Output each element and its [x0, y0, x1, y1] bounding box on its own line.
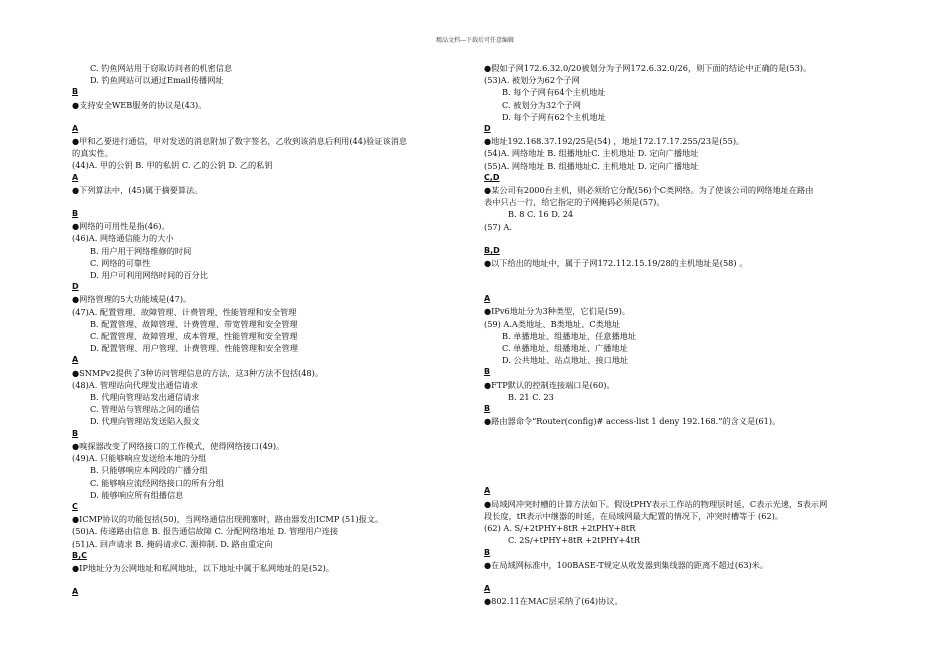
option-text: B. 配置管理、故障管理、计费管理、带宽管理和安全管理 [90, 318, 298, 329]
answer-key: D [72, 282, 79, 292]
answer-key: A [72, 355, 79, 365]
question-text: ●SNMPv2提供了3种访问管理信息的方法，这3种方法不包括(48)。 [72, 367, 323, 378]
answer-key: B,C [72, 550, 88, 560]
option-text: B. 每个子网有64个主机地址 [502, 87, 606, 98]
question-text: ●路由器命令“Router(config)# access-list 1 deny 192.168.”的含义是(61)。 [484, 416, 781, 427]
question-text: ●IPv6地址分为3种类型，它们是(59)。 [484, 306, 630, 317]
option-text: D. 用户可利用网络时间的百分比 [90, 270, 208, 281]
question-text: 段长度，tR表示中继器的时延，在局域网最大配置的情况下，冲突时槽等于 (62)。 [484, 510, 784, 521]
option-text: (51)A. 回声请求 B. 掩码请求C. 源抑制. D. 路由重定向 [72, 538, 273, 549]
answer-key: B,D [484, 245, 500, 255]
answer-key: C [72, 501, 78, 511]
question-text: ●802.11在MAC层采纳了(64)协议。 [484, 596, 623, 607]
option-text: B. 只能够响应本网段的广播分组 [90, 465, 208, 476]
option-text: (62) A. S/+2tPHY+8tR +2tPHY+8tR [484, 523, 636, 534]
answer-key: B [72, 209, 79, 219]
question-text: ●支持安全WEB服务的协议是(43)。 [72, 99, 207, 110]
option-text: B. 单播地址、组播地址、任意播地址 [502, 330, 637, 341]
question-text: ●地址192.168.37.192/25是(54) ，地址172.17.17.255/23是(55)。 [484, 136, 745, 147]
option-text: (49)A. 只能够响应发送给本地的分组 [72, 453, 207, 464]
answer-key: B [72, 428, 79, 438]
option-text: C. 单播地址、组播地址、广播地址 [502, 343, 628, 354]
answer-key: A [72, 172, 79, 182]
answer-key: A [484, 583, 491, 593]
answer-key: B [484, 367, 491, 377]
answer-key: D [484, 124, 491, 134]
question-text: ●假如子网172.6.32.0/20被划分为子网172.6.32.0/26，则下面的结论中正确的是(53)。 [484, 63, 812, 73]
answer-key: B [484, 404, 491, 414]
option-text: C. 配置管理、故障管理、成本管理、性能管理和安全管理 [90, 331, 298, 342]
question-text: ●FTP默认的控制连接端口是(60)。 [484, 379, 615, 390]
option-text: B. 21 C. 23 [508, 391, 554, 402]
option-text: D. 公共地址、站点地址、接口地址 [502, 355, 629, 366]
question-text: ●甲和乙要进行通信，甲对发送的消息附加了数字签名，乙收到该消息后利用(44)验证该消息 [72, 136, 408, 147]
option-text: D. 每个子网有62个主机地址 [502, 111, 606, 122]
option-text: D. 配置管理、用户管理、计费管理、性能管理和安全管理 [90, 343, 298, 354]
option-text: B. 用户用于网络维修的时间 [90, 245, 192, 256]
question-text: ●嗅探器改变了网络接口的工作模式，使得网络接口(49)。 [72, 440, 285, 451]
option-text: (46)A. 网络通信能力的大小 [72, 233, 174, 244]
option-text: (54)A. 网络地址 B. 组播地址C. 主机地址 D. 定向广播地址 [484, 148, 699, 159]
option-text: D. 能够响应所有组播信息 [90, 489, 184, 500]
answer-key: B [72, 87, 79, 97]
question-text: ●某公司有2000台主机，则必须给它分配(56)个C类网络。为了使该公司的网络地址在路由 [484, 185, 814, 196]
question-text: ●在局域网标准中，100BASE-T规定从收发器到集线器的距离不超过(63)米。 [484, 559, 769, 570]
answer-key: A [484, 294, 491, 304]
option-text: C. 网络的可靠性 [90, 257, 151, 268]
option-text: C. 管理站与管理站之间的通信 [90, 404, 200, 415]
answer-key: A [72, 587, 79, 597]
question-text: ●网络的可用性是指(46)。 [72, 221, 170, 232]
answer-key: A [72, 123, 79, 133]
option-text: (50)A. 传递路由信息 B. 报告通信故障 C. 分配网络地址 D. 管理用户连接 [72, 526, 339, 537]
option-text: (55)A. 网络地址 B. 组播地址C. 主机地址 D. 定向广播地址 [484, 160, 699, 171]
question-text: ●网络管理的5大功能域是(47)。 [72, 294, 192, 305]
answer-key: C,D [484, 172, 500, 182]
right-column [484, 62, 884, 607]
answer-key: A [484, 486, 491, 496]
option-text: B. 代理向管理站发出通信请求 [90, 392, 200, 403]
option-text: D. 钓鱼网站可以通过Email传播网址 [90, 75, 224, 86]
option-text: (59) A.A类地址、B类地址、C类地址 [484, 318, 621, 329]
option-text: C. 能够响应流经网络接口的所有分组 [90, 477, 224, 488]
answer-key: B [484, 547, 491, 557]
left-column [72, 62, 467, 598]
option-text: C. 被划分为32个子网 [502, 99, 581, 110]
option-text: (53)A. 被划分为62个子网 [484, 75, 580, 86]
option-text: C. 2S/+tPHY+8tR +2tPHY+4tR [508, 535, 641, 546]
question-text: ●局域网冲突时槽的计算方法如下。假设tPHY表示工作站的物理层时延，C表示光速，S表示网 [484, 498, 828, 509]
question-text: ●IP地址分为公网地址和私网地址，以下地址中属于私网地址的是(52)。 [72, 562, 334, 573]
question-text: ●下列算法中，(45)属于摘要算法。 [72, 184, 203, 195]
question-text: 的真实性。 [72, 148, 113, 159]
question-text: 表中只占一行，给它指定的子网掩码必须是(57)。 [484, 197, 665, 208]
option-text: C. 钓鱼网站用于窃取访问者的机密信息 [90, 63, 233, 73]
question-text: ●以下给出的地址中，属于子网172.112.15.19/28的主机地址是(58) 。 [484, 258, 748, 269]
option-text: (44)A. 甲的公钥 B. 甲的私钥 C. 乙的公钥 D. 乙的私钥 [72, 160, 273, 171]
option-text: (48)A. 管理站向代理发出通信请求 [72, 379, 199, 390]
option-text: D. 代理向管理站发送陷入报文 [90, 416, 200, 427]
page-header: 精品文档---下载后可任意编辑 [435, 37, 515, 44]
option-text: B. 8 C. 16 D. 24 [508, 209, 574, 220]
option-text: (57) A. [484, 221, 512, 232]
option-text: (47)A. 配置管理、故障管理、计费管理、性能管理和安全管理 [72, 306, 297, 317]
question-text: ●ICMP协议的功能包括(50)，当网络通信出现拥塞时，路由器发出ICMP (51)报文。 [72, 514, 384, 525]
